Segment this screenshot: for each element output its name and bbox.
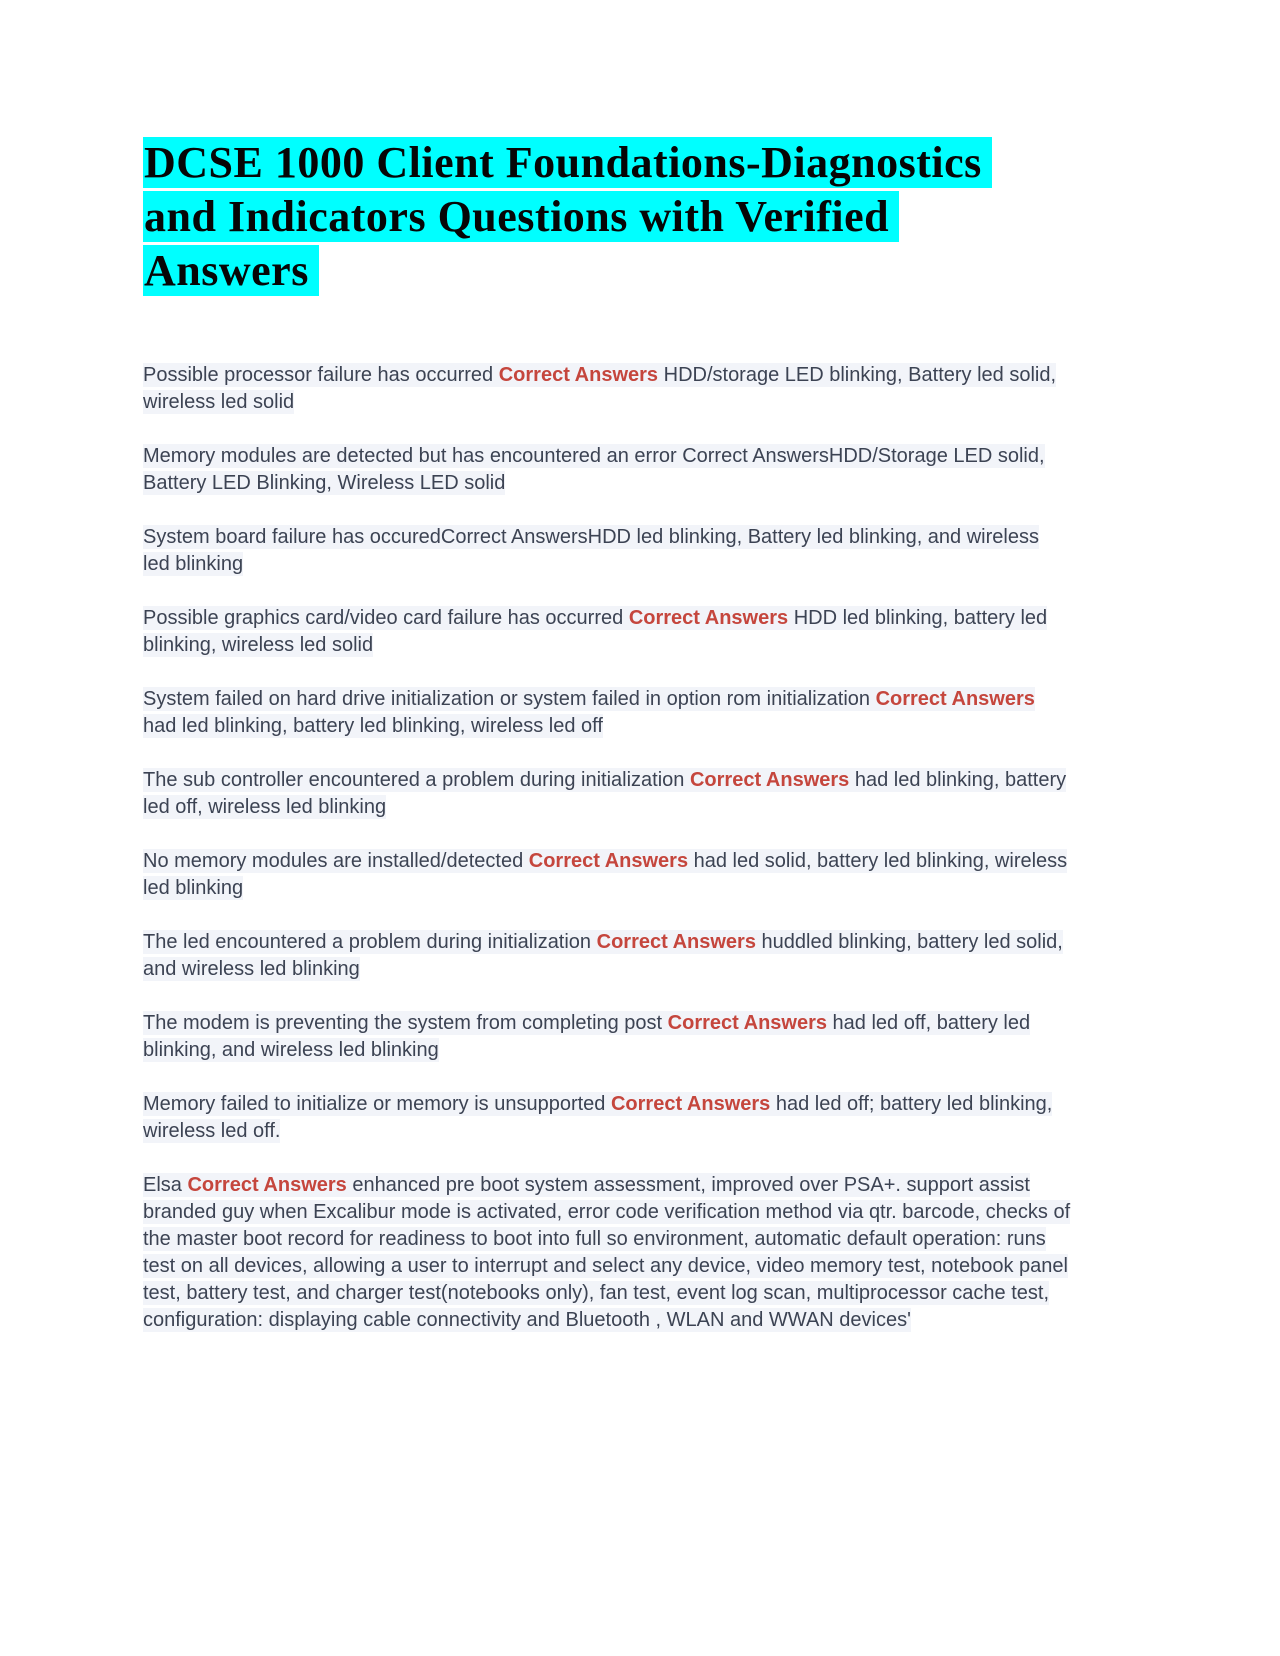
qa-text: had led solid, battery led blinking, wireless led blinking <box>143 850 1068 899</box>
qa-paragraph <box>143 443 1071 497</box>
qa-text: HDD/storage LED blinking, Battery led solid, wireless led solid <box>143 364 1057 413</box>
correct-answers-label: Correct Answers <box>610 1093 771 1115</box>
qa-text: HDD led blinking, battery led blinking, wireless led solid <box>143 607 1048 656</box>
qa-paragraph <box>143 1091 1071 1145</box>
qa-text: The modem is preventing the system from completing post <box>143 1012 668 1034</box>
page-title-line-1: DCSE 1000 Client Foundations-Diagnostics <box>143 137 992 188</box>
correct-answers-label: Correct Answers <box>498 364 659 386</box>
qa-text: had led off; battery led blinking, wireless led off. <box>143 1093 1053 1142</box>
correct-answers-label: Correct Answers <box>528 850 689 872</box>
qa-text: huddled blinking, battery led solid, and wireless led blinking <box>143 931 1063 980</box>
page-title <box>143 136 1071 298</box>
correct-answers-label: Correct Answers <box>667 1012 827 1034</box>
correct-answers-label: Correct Answers <box>875 688 1035 710</box>
qa-text: had led blinking, battery led blinking, wireless led off <box>143 715 603 737</box>
qa-text: Memory modules are detected but has encountered an error Correct AnswersHDD/Storage LED solid, Battery LED Blinking, Wireless LED solid <box>143 445 1045 494</box>
qa-text: Memory failed to initialize or memory is unsupported <box>143 1093 611 1115</box>
qa-text: The led encountered a problem during initialization <box>143 931 597 953</box>
qa-text: No memory modules are installed/detected <box>143 850 529 872</box>
qa-text: Possible processor failure has occurred <box>143 364 499 386</box>
qa-paragraph <box>143 1172 1071 1334</box>
qa-text: enhanced pre boot system assessment, improved over PSA+. support assist branded guy when Excalibur mode is activated, error code verification method via qtr. barcode, checks of the master boot record for readiness to boot into full so environment, automatic default operation: runs test on all devices, allowing a user to interrupt and select any device, video memory test, notebook panel test, battery test, and charger test(notebooks only), fan test, event log scan, multiprocessor cache test, configuration: displaying cable connectivity and Bluetooth , WLAN and WWAN devices' <box>143 1174 1071 1331</box>
qa-text: The sub controller encountered a problem during initialization <box>143 769 690 791</box>
qa-text: Possible graphics card/video card failure has occurred <box>143 607 629 629</box>
qa-paragraph <box>143 929 1071 983</box>
correct-answers-label: Correct Answers <box>689 769 850 791</box>
qa-paragraph <box>143 605 1071 659</box>
qa-paragraph <box>143 686 1071 740</box>
qa-text: had led blinking, battery led off, wireless led blinking <box>143 769 1067 818</box>
correct-answers-label: Correct Answers <box>187 1174 347 1196</box>
qa-text: System failed on hard drive initialization or system failed in option rom initialization <box>143 688 876 710</box>
qa-text: had led off, battery led blinking, and wireless led blinking <box>143 1012 1031 1061</box>
document-content <box>143 136 1071 1334</box>
qa-paragraph <box>143 767 1071 821</box>
qa-paragraphs <box>143 362 1071 1334</box>
correct-answers-label: Correct Answers <box>628 607 789 629</box>
qa-paragraph <box>143 524 1071 578</box>
qa-text: System board failure has occuredCorrect AnswersHDD led blinking, Battery led blinking, and wireless led blinking <box>143 526 1039 575</box>
correct-answers-label: Correct Answers <box>596 931 756 953</box>
qa-paragraph <box>143 848 1071 902</box>
qa-paragraph <box>143 1010 1071 1064</box>
page-title-line-2: and Indicators Questions with Verified <box>143 191 899 242</box>
page-title-line-3: Answers <box>143 245 319 296</box>
qa-paragraph <box>143 362 1071 416</box>
qa-text: Elsa <box>143 1174 188 1196</box>
